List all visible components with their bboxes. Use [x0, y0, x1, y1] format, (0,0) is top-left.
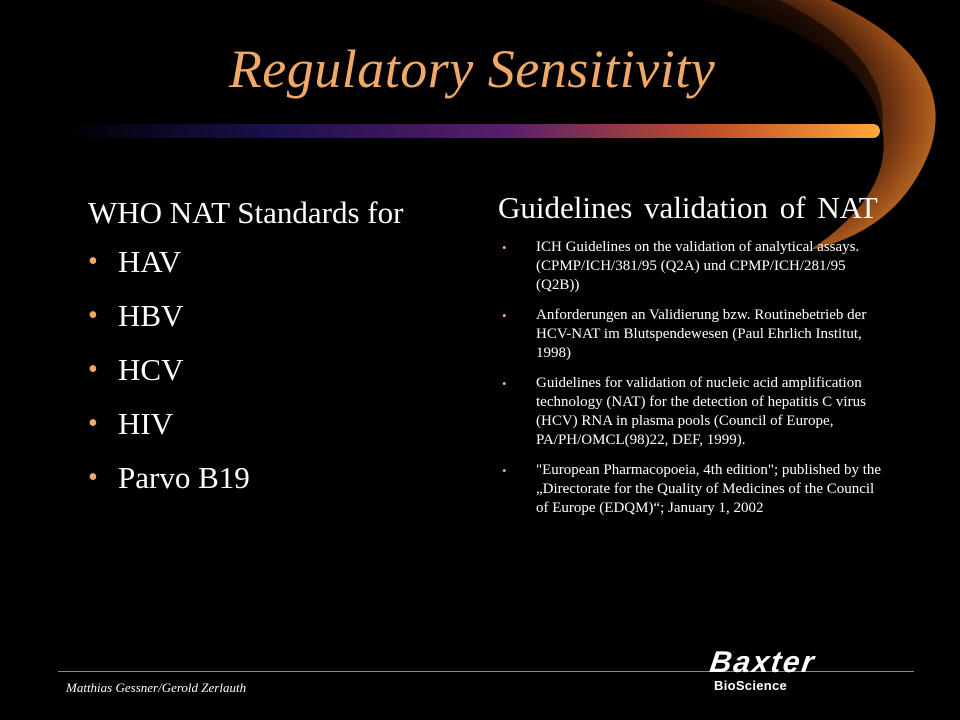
baxter-logo [704, 648, 904, 698]
left-bullet-list [88, 244, 448, 496]
list-item-label: Guidelines for validation of nucleic acid amplification technology (NAT) for the detection of hepatitis C virus (HCV) RNA in plasma pools (Council of Europe, PA/PH/OMCL(98)22, DEF, 1999). [536, 375, 866, 448]
list-item [498, 461, 888, 518]
list-item [88, 352, 448, 388]
swoosh-bar [60, 124, 880, 138]
bullet-icon: • [502, 376, 507, 391]
list-item [498, 238, 888, 295]
list-item-label: HIV [118, 406, 174, 441]
list-item [88, 460, 448, 496]
list-item [498, 374, 888, 450]
list-item-label: HAV [118, 244, 182, 279]
list-item-label: Anforderungen an Validierung bzw. Routinebetrieb der HCV-NAT im Blutspendewesen (Paul Ehrlich Institut, 1998) [536, 307, 867, 361]
list-item-label: HBV [118, 298, 184, 333]
list-item-label: HCV [118, 352, 184, 387]
left-heading: WHO NAT Standards for [88, 195, 404, 230]
slide-title: Regulatory Sensitivity [228, 39, 716, 99]
bullet-icon: • [88, 354, 98, 385]
list-item-label: "European Pharmacopoeia, 4th edition"; published by the „Directorate for the Quality of Medicines of the Council of Europe (EDQM)“; January 1, 2002 [536, 462, 882, 516]
right-column [498, 190, 888, 529]
logo-wordmark: Baxter [707, 646, 818, 679]
bullet-icon: • [502, 240, 507, 255]
right-heading: Guidelines validation of NAT [498, 190, 878, 225]
list-item [88, 298, 448, 334]
list-item [498, 306, 888, 363]
right-bullet-list [498, 238, 888, 518]
list-item [88, 244, 448, 280]
bullet-icon: • [88, 408, 98, 439]
bullet-icon: • [88, 246, 98, 277]
footer-author: Matthias Gessner/Gerold Zerlauth [66, 680, 247, 695]
bullet-icon: • [502, 308, 507, 323]
logo-subtitle: BioScience [714, 678, 788, 693]
list-item [88, 406, 448, 442]
left-column [88, 192, 448, 514]
list-item-label: Parvo B19 [118, 460, 250, 495]
bullet-icon: • [502, 463, 507, 478]
list-item-label: ICH Guidelines on the validation of analytical assays. (CPMP/ICH/381/95 (Q2A) und CPMP/ICH/281/95 (Q2B)) [536, 239, 860, 293]
bullet-icon: • [88, 462, 98, 493]
bullet-icon: • [88, 300, 98, 331]
